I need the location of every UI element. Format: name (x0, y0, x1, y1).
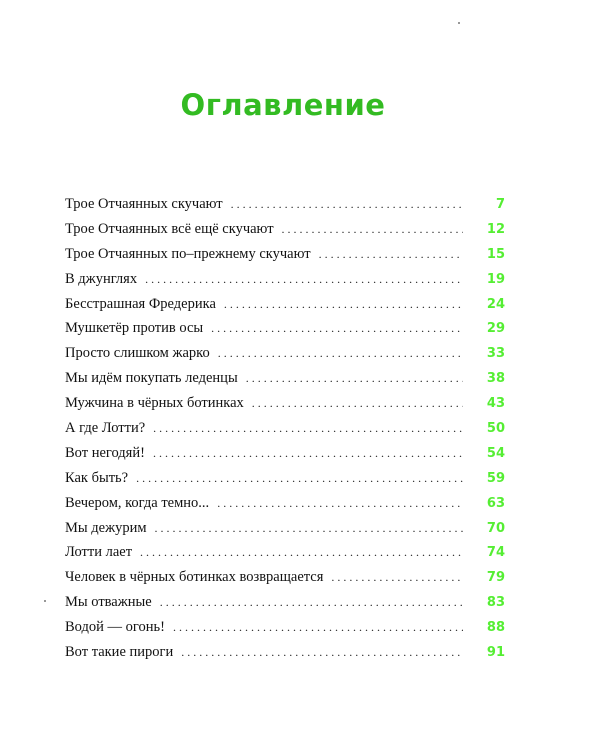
toc-entry-page-number: 33 (486, 346, 505, 362)
toc-entry-page-number: 24 (486, 296, 505, 312)
toc-entry-title: Трое Отчаянных по–прежнему скучают (65, 245, 311, 262)
toc-entry-page-number: 63 (486, 495, 505, 511)
toc-entry-title: Мы идём покупать леденцы (65, 370, 238, 387)
toc-entry (65, 594, 505, 619)
toc-entry-title: Трое Отчаянных всё ещё скучают (65, 220, 274, 237)
toc-entry (65, 470, 505, 495)
toc-entry (65, 569, 505, 594)
toc-entry (65, 619, 505, 644)
toc-entry-page-number: 74 (486, 545, 505, 561)
toc-entry-title: Человек в чёрных ботинках возвращается (65, 569, 324, 586)
toc-entry-page-number: 15 (486, 246, 505, 262)
toc-entry (65, 445, 505, 470)
toc-entry (65, 296, 505, 321)
dot-leader (145, 272, 463, 287)
dot-leader (173, 620, 463, 635)
dot-leader (231, 197, 463, 212)
toc-entry-page-number: 70 (486, 520, 505, 536)
toc-entry-title: Мушкетёр против осы (65, 320, 204, 337)
print-speck (458, 22, 460, 24)
toc-entry-title: В джунглях (65, 270, 138, 287)
toc-entry (65, 520, 505, 545)
toc-entry (65, 345, 505, 370)
toc-entry (65, 196, 505, 221)
toc-entry (65, 420, 505, 445)
dot-leader (246, 371, 463, 386)
toc-entry (65, 395, 505, 420)
toc-heading: Оглавление (180, 88, 386, 122)
dot-leader (252, 396, 463, 411)
toc-entry-title: Водой — огонь! (65, 619, 165, 636)
toc-entry-page-number: 43 (486, 396, 505, 412)
dot-leader (282, 222, 463, 237)
toc-entry-page-number: 91 (486, 645, 505, 661)
toc-entry-title: Вечером, когда темно... (65, 494, 210, 511)
toc-entry (65, 246, 505, 271)
toc-entry-title: Просто слишком жарко (65, 345, 210, 362)
toc-entry-title: Вот негодяй! (65, 444, 145, 461)
toc-entry-page-number: 79 (486, 570, 505, 586)
toc-entry-page-number: 88 (486, 620, 505, 636)
dot-leader (140, 545, 463, 560)
dot-leader (319, 247, 463, 262)
toc-entry-page-number: 7 (495, 197, 505, 212)
toc-entry-title: Мы дежурим (65, 519, 147, 536)
dot-leader (136, 471, 463, 486)
toc-entry (65, 644, 505, 669)
dot-leader (181, 645, 463, 660)
dot-leader (153, 421, 463, 436)
print-speck (44, 600, 46, 602)
toc-entry-page-number: 83 (486, 595, 505, 611)
toc-entry-page-number: 50 (486, 421, 505, 437)
dot-leader (331, 570, 463, 585)
toc-entry (65, 544, 505, 569)
dot-leader (218, 346, 463, 361)
toc-entry (65, 221, 505, 246)
toc-entry-page-number: 19 (486, 271, 505, 287)
toc-entry-title: Лотти лает (65, 544, 133, 561)
toc-entry-title: Бесстрашная Фредерика (65, 295, 216, 312)
toc-entry-page-number: 38 (486, 371, 505, 387)
dot-leader (211, 321, 463, 336)
toc-entry-page-number: 59 (486, 470, 505, 486)
toc-entry-title: Трое Отчаянных скучают (65, 196, 223, 212)
dot-leader (217, 496, 463, 511)
toc-entry-title: Мужчина в чёрных ботинках (65, 395, 244, 412)
toc-entry-title: Мы отважные (65, 594, 152, 611)
toc-entry-title: Как быть? (65, 469, 129, 486)
toc-entry (65, 495, 505, 520)
dot-leader (153, 446, 463, 461)
toc-entry-title: А где Лотти? (65, 420, 146, 437)
toc-entry-page-number: 12 (486, 221, 505, 237)
toc-entry-title: Вот такие пироги (65, 644, 174, 661)
toc-entry (65, 320, 505, 345)
toc-entry (65, 370, 505, 395)
dot-leader (160, 595, 463, 610)
toc-entry-page-number: 29 (486, 321, 505, 337)
dot-leader (224, 297, 463, 312)
dot-leader (155, 521, 463, 536)
table-of-contents (65, 196, 505, 669)
toc-entry-page-number: 54 (486, 445, 505, 461)
toc-entry (65, 271, 505, 296)
